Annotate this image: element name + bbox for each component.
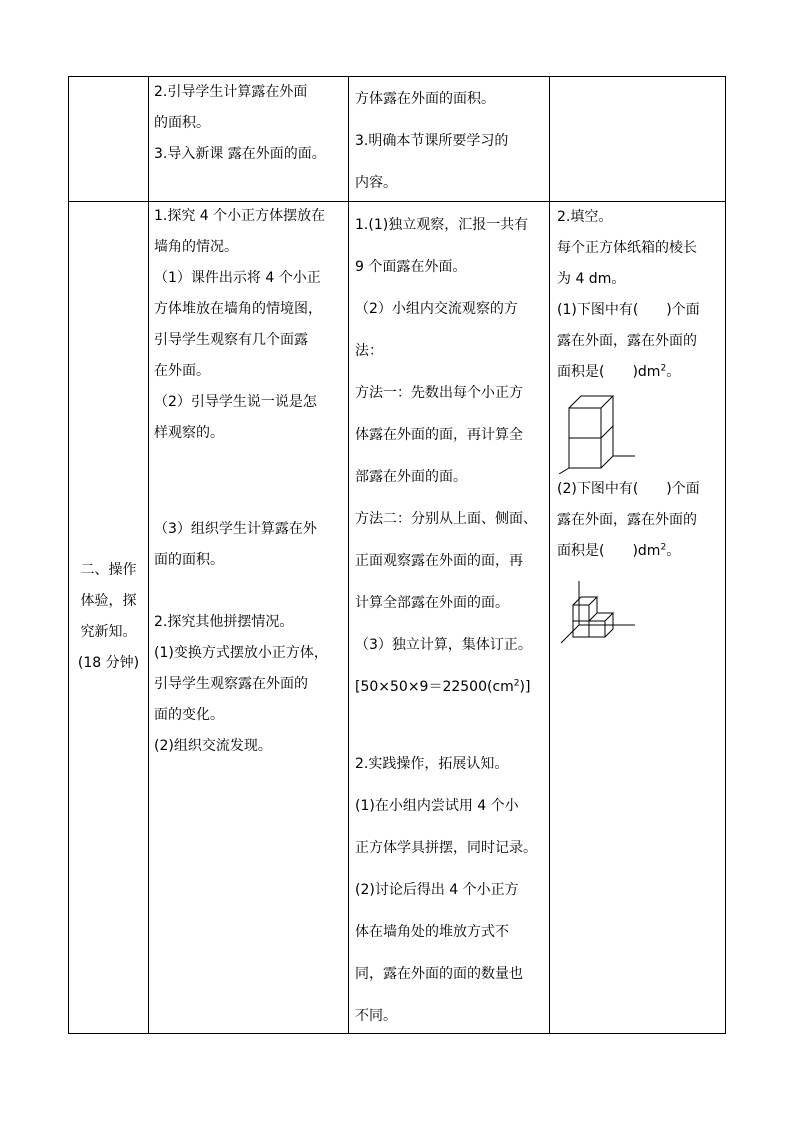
text-line: 二、操作 (80, 562, 137, 578)
text-line: 1.探究 4 个小正方体摆放在 (154, 208, 326, 224)
floor-line (561, 625, 579, 643)
q1-period: 。 (666, 364, 681, 380)
column-divider-2 (348, 76, 349, 1034)
q1-exponent: 2 (660, 363, 667, 374)
text-line: 1.(1)独立观察，汇报一共有 (355, 217, 529, 233)
row2-stage-label (70, 555, 147, 679)
cube-top-face (597, 613, 613, 621)
text-line: 样观察的。 (154, 425, 224, 441)
text-line: 同，露在外面的面的数量也 (355, 966, 523, 982)
cube-front-face (589, 621, 605, 637)
text-line: 的面积。 (154, 115, 210, 131)
text-line: 方体堆放在墙角的情境图， (154, 301, 322, 317)
text-line: 每个正方体纸箱的棱长 (557, 240, 697, 256)
q2-period: 。 (666, 543, 681, 559)
text-line: 露在外面，露在外面的 (557, 333, 697, 349)
text-line: (2)讨论后得出 4 个小正方 (355, 882, 519, 898)
text-line: (2)下图中有( )个面 (557, 481, 700, 497)
text-line: 引导学生观察露在外面的 (154, 676, 308, 692)
text-line: 2.实践操作，拓展认知。 (355, 756, 509, 772)
cube-edge (601, 426, 613, 438)
text-line: (1)在小组内尝试用 4 个小 (355, 798, 519, 814)
text-line: 面的面积。 (154, 552, 224, 568)
area-formula (355, 666, 549, 708)
question1-answer-line (557, 357, 723, 388)
text-line: (1)变换方式摆放小正方体， (154, 645, 328, 661)
column-divider-1 (148, 76, 149, 1034)
text-line: （2）引导学生说一说是怎 (154, 394, 317, 410)
row2-student-activity (355, 204, 549, 708)
table-right-border (725, 76, 726, 1034)
cube-front-face (573, 605, 589, 621)
q1-area-text: 面积是( )dm (557, 364, 661, 380)
text-line: 墙角的情况。 (154, 239, 238, 255)
text-line: （1）课件出示将 4 个小正 (154, 270, 321, 286)
cube-top-face (573, 597, 597, 605)
text-line: 2.引导学生计算露在外面 (154, 84, 308, 100)
text-line: 3.明确本节课所要学习的 (355, 133, 509, 149)
formula-end: )] (519, 679, 531, 695)
l-shaped-cubes-figure (557, 581, 723, 661)
question2-answer-line (557, 536, 723, 567)
cube-front-face (569, 408, 601, 438)
text-line: 正方体学具拼摆，同时记录。 (355, 840, 537, 856)
text-line: 方法二：分别从上面、侧面、 (355, 511, 537, 527)
text-line: （2）小组内交流观察的方 (355, 301, 518, 317)
text-line: 引导学生观察有几个面露 (154, 332, 308, 348)
text-line: 面的变化。 (154, 707, 224, 723)
text-line: 2.探究其他拼摆情况。 (154, 614, 294, 630)
formula-main: [50×50×9＝22500(cm (355, 679, 514, 695)
text-line: 不同。 (355, 1008, 397, 1024)
row2-teacher-activity-part2 (154, 607, 348, 762)
row1-teacher-activity (154, 77, 346, 170)
table-left-border (68, 76, 69, 1034)
text-line: 体在墙角处的堆放方式不 (355, 924, 509, 940)
text-line: (2)组织交流发现。 (154, 738, 272, 754)
two-stacked-cubes-figure (557, 388, 723, 474)
row2-teacher-activity (154, 201, 348, 449)
text-line: 方法一：先数出每个小正方 (355, 385, 523, 401)
text-line: 为 4 dm。 (557, 271, 626, 287)
text-line: 9 个面露在外面。 (355, 259, 467, 275)
exercise-title: 2.填空。 (557, 209, 613, 225)
text-line: 究新知。 (80, 624, 137, 640)
text-line: （3）独立计算，集体订正。 (355, 637, 532, 653)
text-line: 3.导入新课 露在外面的面。 (154, 146, 326, 162)
text-line: 方体露在外面的面积。 (355, 91, 495, 107)
text-line: 在外面。 (154, 363, 210, 379)
column-divider-3 (549, 76, 550, 1034)
row2-teacher-activity-step3 (154, 514, 348, 576)
row2-exercise (557, 202, 723, 661)
cube-front-face (569, 438, 601, 468)
text-line: 法： (355, 343, 383, 359)
text-line: (1)下图中有( )个面 (557, 302, 700, 318)
text-line: 正面观察露在外面的面，再 (355, 553, 523, 569)
formula-exponent: 2 (513, 678, 520, 689)
text-line: 内容。 (355, 175, 397, 191)
q2-area-text: 面积是( )dm (557, 543, 661, 559)
text-line: 露在外面，露在外面的 (557, 512, 697, 528)
text-line: (18 分钟) (77, 655, 140, 671)
row1-student-activity (355, 78, 547, 204)
text-line: 体露在外面的面，再计算全 (355, 427, 523, 443)
text-line: 计算全部露在外面的面。 (355, 595, 509, 611)
q2-exponent: 2 (660, 542, 667, 553)
text-line: （3）组织学生计算露在外 (154, 521, 317, 537)
text-line: 体验，探 (80, 593, 137, 609)
cube-top-face (569, 396, 613, 408)
row2-student-activity-part2 (355, 743, 549, 1037)
text-line: 部露在外面的面。 (355, 469, 467, 485)
